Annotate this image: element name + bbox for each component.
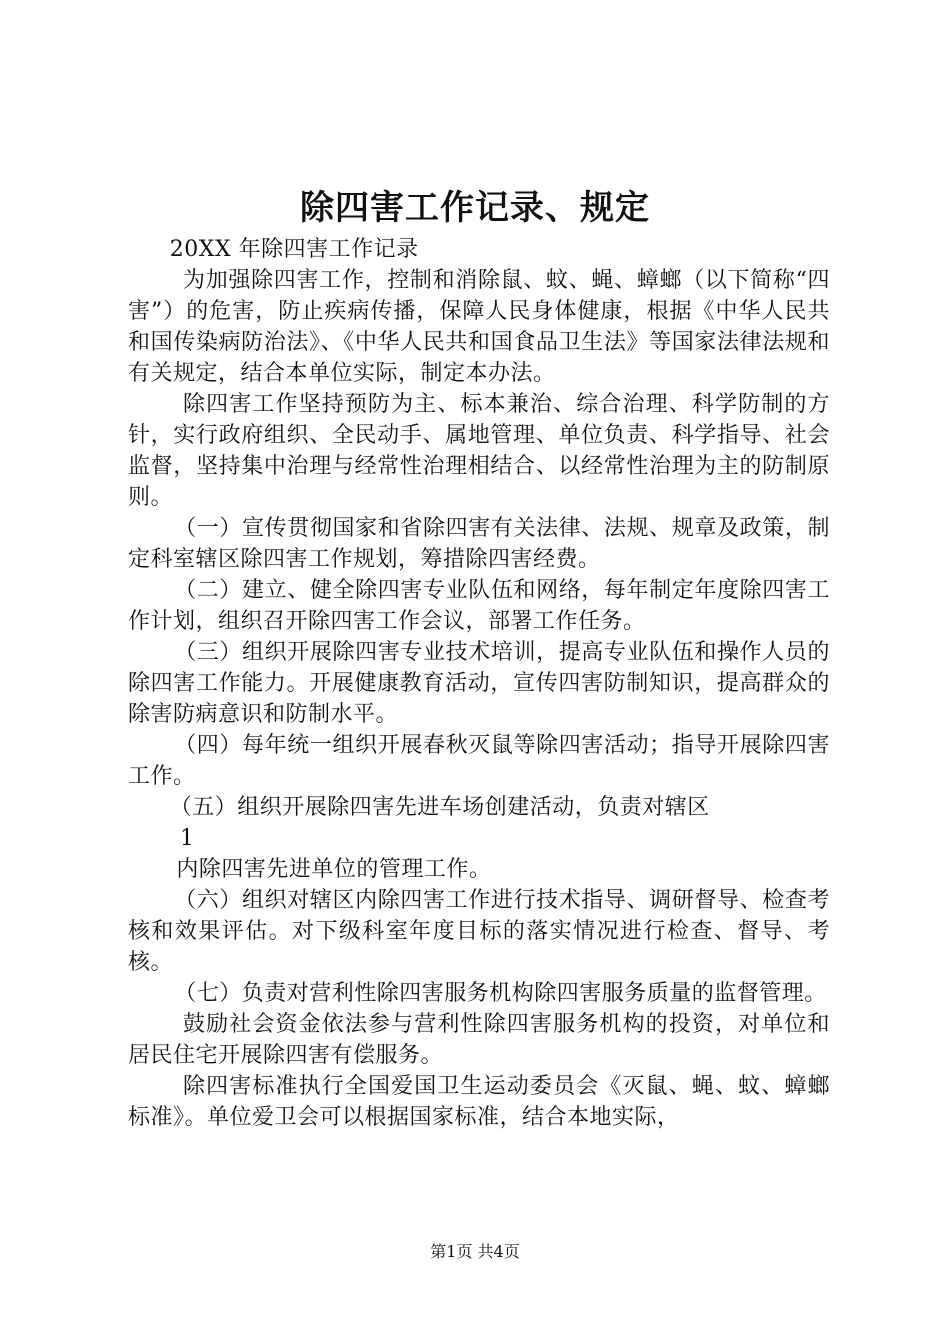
page-number-marker: 1 (180, 826, 194, 851)
paragraph-item-7: （七）负责对营利性除四害服务机构除四害服务质量的监督管理。 (174, 981, 827, 1006)
page-footer: 第1页 共4页 (430, 1242, 520, 1261)
paragraph-item-4: （四）每年统一组织开展春秋灭鼠等除四害活动；指导开展除四害工作。 (128, 733, 830, 789)
paragraph-item-6: （六）组织对辖区内除四害工作进行技术指导、调研督导、检查考核和效果评估。对下级科室年度目标的落实情况进行检查、督导、考核。 (128, 888, 830, 975)
paragraph-item-5: （五）组织开展除四害先进车场创建活动，负责对辖区 (169, 795, 710, 820)
paragraph-continued: 内除四害先进单位的管理工作。 (176, 857, 492, 882)
document-body (128, 234, 830, 1133)
paragraph-encourage: 鼓励社会资金依法参与营利性除四害服务机构的投资，对单位和居民住宅开展除四害有偿服务。 (128, 1012, 830, 1068)
paragraph-item-3: （三）组织开展除四害专业技术培训，提高专业队伍和操作人员的除四害工作能力。开展健康教育活动，宣传四害防制知识，提高群众的除害防病意识和防制水平。 (128, 640, 830, 727)
paragraph-principle: 除四害工作坚持预防为主、标本兼治、综合治理、科学防制的方针，实行政府组织、全民动手、属地管理、单位负责、科学指导、社会监督，坚持集中治理与经常性治理相结合、以经常性治理为主的防制原则。 (128, 392, 830, 510)
paragraph-standard: 除四害标准执行全国爱国卫生运动委员会《灭鼠、蝇、蚊、蟑螂标准》。单位爱卫会可以根据国家标准，结合本地实际， (128, 1074, 830, 1130)
document-title: 除四害工作记录、规定 (300, 188, 650, 228)
paragraph-item-1: （一）宣传贯彻国家和省除四害有关法律、法规、规章及政策，制定科室辖区除四害工作规划，筹措除四害经费。 (128, 516, 830, 572)
paragraph-item-2: （二）建立、健全除四害专业队伍和网络，每年制定年度除四害工作计划，组织召开除四害工作会议，部署工作任务。 (128, 578, 830, 634)
paragraph-intro: 为加强除四害工作，控制和消除鼠、蚊、蝇、蟑螂（以下简称“四害”）的危害，防止疾病传播，保障人民身体健康，根据《中华人民共和国传染病防治法》、《中华人民共和国食品卫生法》等国家法律法规和有关规定，结合本单位实际，制定本办法。 (128, 268, 830, 386)
subheading: 20XX 年除四害工作记录 (169, 237, 419, 262)
